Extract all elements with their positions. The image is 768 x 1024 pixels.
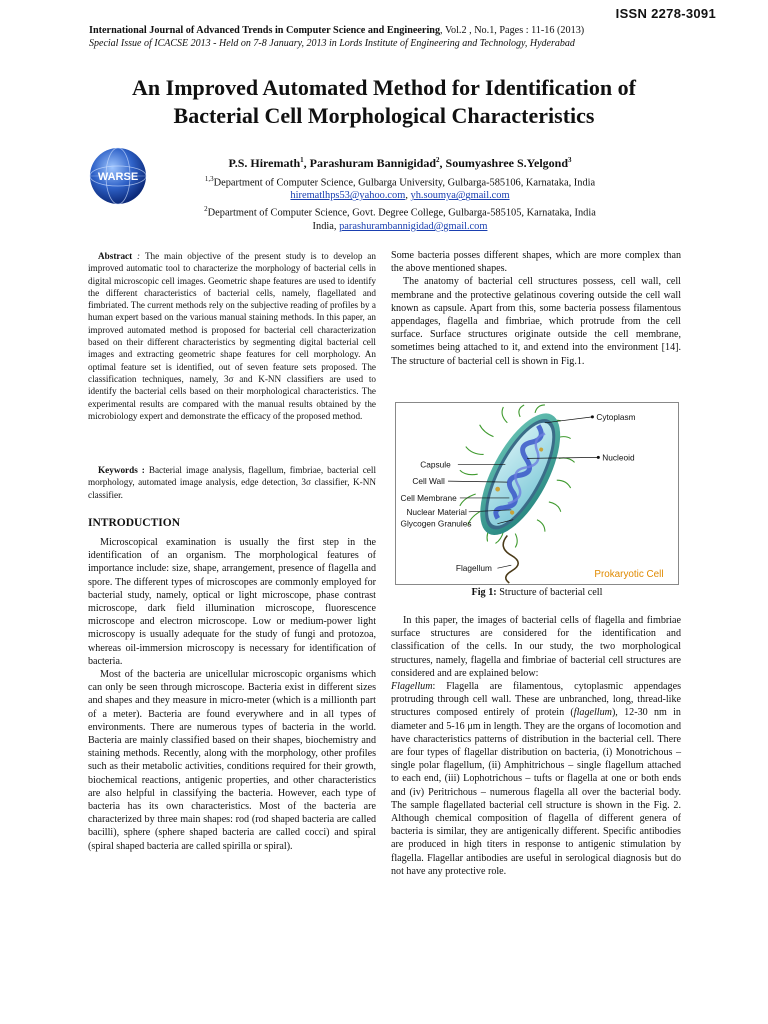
flagellum-italic: flagellum bbox=[573, 707, 612, 719]
abstract-colon: : bbox=[132, 251, 145, 261]
intro-paragraph-2: Most of the bacteria are unicellular microscopic organisms which can only be seen through microscope. Bacteria exist in different sizes and shapes and they measure in micro-meter (which is a millionth part of a meter). Bacteria are found everywhere and in all types of environments. There are numerous types of bacteria in the world. Bacteria are mainly classified based on their shapes, biochemistry and staining methods. Recently, along with the morphology, other profiles such as their metabolic activities, conditions required for their growth, biochemical reactions, antigenic properties, and other characteristics are also helpful in classifying the bacteria. However, each type of bacteria has its own characteristics. Most of the bacteria are characterized by three main shapes: rod (rod shaped bacteria are called bacilli), sphere (sphere shaped bacteria are called cocci) and spiral (spiral shaped bacteria are called spirilla or spiral). bbox=[88, 669, 376, 852]
author-3: Soumyashree S.Yelgond bbox=[445, 156, 568, 170]
label-nucleoid: Nucleoid bbox=[602, 452, 635, 463]
author-1-sup: 1 bbox=[300, 156, 304, 164]
affiliation-2 bbox=[170, 203, 630, 220]
aff2-sup: 2 bbox=[204, 204, 208, 213]
journal-name: International Journal of Advanced Trends in Computer Science and Engineering bbox=[89, 25, 441, 36]
affiliation-1 bbox=[170, 173, 630, 190]
warse-globe-logo bbox=[88, 146, 148, 206]
right-column-top bbox=[391, 249, 681, 368]
aff1-sup: 1,3 bbox=[204, 174, 214, 183]
figure-title: Prokaryotic Cell bbox=[594, 569, 664, 581]
email-link[interactable]: parashurambannigidad@gmail.com bbox=[339, 220, 488, 232]
introduction-heading: INTRODUCTION bbox=[88, 517, 181, 529]
keywords-text: Bacterial image analysis, flagellum, fimbriae, bacterial cell morphology, automated image analysis, edge detection, 3σ classifier, K-NN classifier. bbox=[88, 465, 376, 500]
title-line-1: An Improved Automated Method for Identification of bbox=[132, 75, 636, 100]
issn-label: ISSN 2278-3091 bbox=[615, 6, 716, 21]
logo-text: WARSE bbox=[97, 171, 139, 183]
author-2: Parashuram Bannigidad bbox=[309, 156, 437, 170]
email-line-1 bbox=[170, 189, 630, 203]
aff1-text: Department of Computer Science, Gulbarga University, Gulbarga-585106, Karnataka, India bbox=[213, 176, 596, 188]
flagellum-shape bbox=[503, 536, 518, 583]
authors-block bbox=[170, 154, 630, 233]
keywords-label: Keywords bbox=[98, 465, 138, 475]
author-list bbox=[170, 154, 630, 171]
label-glycogen: Glycogen Granules bbox=[400, 518, 472, 529]
email-link[interactable]: yh.soumya@gmail.com bbox=[410, 190, 510, 202]
author-sep: , bbox=[303, 156, 310, 170]
label-cytoplasm: Cytoplasm bbox=[596, 411, 636, 422]
label-cell-wall: Cell Wall bbox=[412, 476, 445, 487]
aff2-text: Department of Computer Science, Govt. Degree College, Gulbarga-585105, Karnataka, India bbox=[207, 207, 596, 219]
caption-text: Structure of bacterial cell bbox=[496, 587, 603, 598]
label-nuclear-material: Nuclear Material bbox=[406, 506, 467, 517]
paper-title bbox=[60, 74, 708, 130]
keywords-colon: : bbox=[137, 465, 149, 475]
email-sep: , bbox=[405, 190, 411, 202]
email-link[interactable]: hirematlhps53@yahoo.com bbox=[290, 190, 406, 202]
abstract-label: Abstract bbox=[98, 251, 133, 261]
keywords bbox=[88, 464, 376, 501]
figure-caption bbox=[395, 587, 679, 598]
caption-label: Fig 1: bbox=[471, 587, 497, 598]
right-column-bottom bbox=[391, 614, 681, 878]
introduction-body bbox=[88, 536, 376, 853]
abstract bbox=[88, 250, 376, 422]
label-cell-membrane: Cell Membrane bbox=[400, 492, 457, 503]
flagellum-term: Flagellum bbox=[391, 681, 433, 693]
right-paragraph-2: The anatomy of bacterial cell structures possess, cell wall, cell membrane and the protective gelatinous covering outside the cell wall known as capsule. Apart from this, some bacteria possess filamentous appendages, flagella and fimbriae, which protrude from the cell surface. Surface structures originate outside the cell membrane, sometimes being attached to it, and extend into the environment [14]. The structure of bacterial cell is shown in Fig.1. bbox=[391, 276, 681, 367]
author-3-sup: 3 bbox=[568, 156, 572, 164]
flagellum-text-b: ), 12-30 nm in diameter and 5-16 μm in length. They are the organs of locomotion and have characteristics patterns of distribution in the bacterial cell. There are four types of flagellar distribution on bacteria, (i) Monotrichous – single polar flagellum, (ii) Amphitrichous – single flagellum attached to each end, (iii) Lophotrichous – tufts or flagella at one or both ends and (iv) Peritrichous – numerous flagella all over the bacterial body. The sample flagellated bacterial cell structure is shown in the Fig. 2. Although chemical composition of flagella of different genera of bacteria is similar, they are antigenically different. Specific antibodies are produced in high titers in response to antigenic stimulation by flagella. Flagellar antibodies are useful in serological diagnosis but do not have any protective role. bbox=[391, 707, 681, 877]
author-2-sup: 2 bbox=[436, 156, 440, 164]
author-sep: , bbox=[439, 156, 446, 170]
right-paragraph-3: In this paper, the images of bacterial cells of flagella and fimbriae surface structures are considered for the identification and classification of the cells. In our study, the two morphological structures, namely, flagella and fimbriae of bacterial cell structures are considered and are explained below: bbox=[391, 615, 681, 679]
author-1: P.S. Hiremath bbox=[228, 156, 301, 170]
journal-volume: , Vol.2 , No.1, Pages : 11-16 (2013) bbox=[440, 25, 585, 36]
flagellum-paragraph bbox=[391, 680, 681, 878]
journal-header bbox=[89, 25, 584, 36]
right-paragraph-1: Some bacteria posses different shapes, which are more complex than the above mentioned shapes. bbox=[391, 250, 681, 275]
flagellum-text-a: : Flagella are filamentous, cytoplasmic appendages protruding through cell wall. These are unbranched, long, thread-like structures composed entirely of protein ( bbox=[391, 681, 681, 719]
figure-bacterial-cell bbox=[395, 402, 679, 585]
special-issue-line: Special Issue of ICACSE 2013 - Held on 7-8 January, 2013 in Lords Institute of Engineering and Technology, Hyderabad bbox=[89, 38, 575, 49]
aff2-tail: India, bbox=[312, 220, 340, 232]
label-flagellum: Flagellum bbox=[455, 563, 492, 574]
label-capsule: Capsule bbox=[420, 459, 451, 470]
title-line-2: Bacterial Cell Morphological Characteristics bbox=[173, 103, 595, 128]
intro-paragraph-1: Microscopical examination is usually the first step in the identification of an organism. The morphological features of importance include: size, shape, arrangement, presence of flagella and spore. The different types of microscopes are commonly employed for bacterial study, namely, optical or light microscope, phase contrast microscope, dark field illumination microscope, fluorescence microscope and electron microscope. Low or medium-power light microscopy is usually adequate for the study of fungi and protozoa, whereas oil-immersion microscopy is necessary for identification of bacteria. bbox=[88, 537, 376, 667]
abstract-text: The main objective of the present study is to develop an improved automatic tool to characterize the morphology of bacterial cells in digital microscopic cell images. Geometric shape features are used to identify the different characteristics of bacterial cells, namely, flagellated and fimbriated. The current methods rely on the subjective reading of profiles by a human expert based on the various manual staining methods. In this paper, an improved automated method is proposed for bacterial cell characterization based on their different characteristics by segmenting digital bacterial cell images and extracting geometric shape features for cell morphology. An optimal feature set is identified, out of seven feature sets proposed. The classification techniques, namely, 3σ and K-NN classifiers are used to identify the bacterial cells based on their morphological characteristics. The experimental results are compared with the manual results obtained by the microbiology expert and demonstrate the efficacy of the proposed method. bbox=[88, 251, 376, 421]
email-line-2 bbox=[170, 220, 630, 234]
